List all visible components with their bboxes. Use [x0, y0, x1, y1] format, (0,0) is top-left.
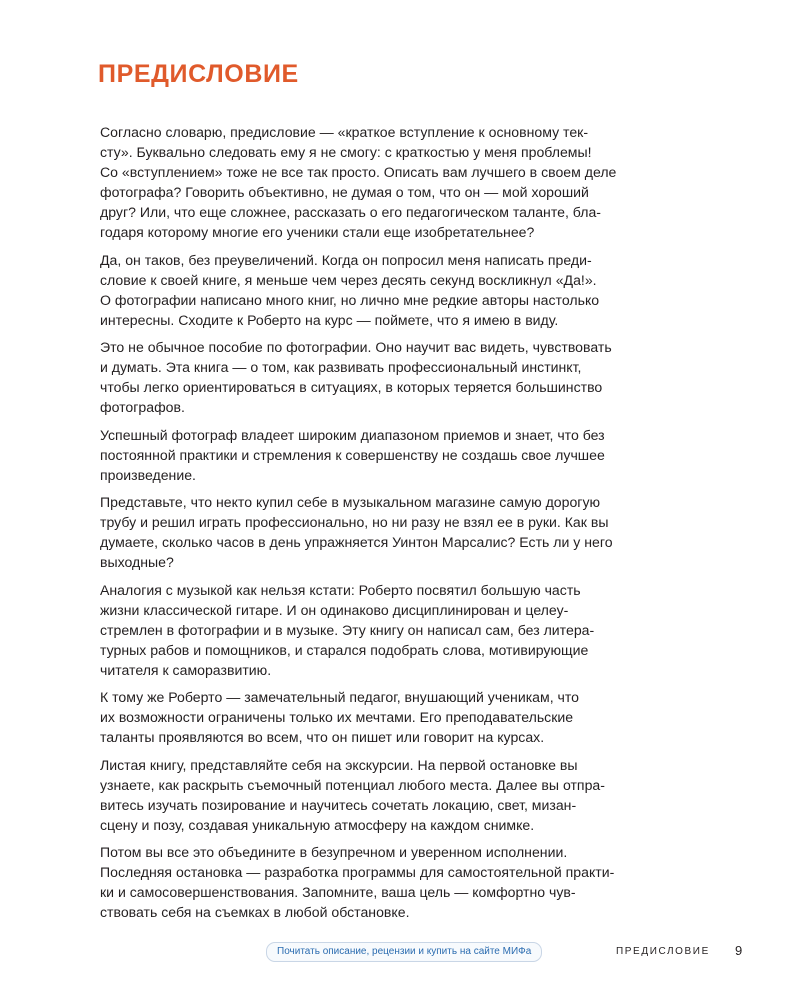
- text-line: турных рабов и помощников, и старался подобрать слова, мотивирующие: [100, 641, 589, 658]
- text-line: узнаете, как раскрыть съемочный потенциал любого места. Далее вы отпра-: [100, 776, 605, 793]
- text-line: фотографов.: [100, 399, 185, 415]
- paragraph: [100, 842, 615, 922]
- paragraph: [100, 755, 605, 835]
- paragraph: [100, 425, 605, 485]
- text-line: Аналогия с музыкой как нельзя кстати: Роберто посвятил большую часть: [100, 581, 581, 598]
- text-line: ствовать себя на съемках в любой обстановке.: [100, 904, 410, 920]
- page-title: ПРЕДИСЛОВИЕ: [98, 60, 299, 88]
- text-line: К тому же Роберто — замечательный педагог, внушающий ученикам, что: [100, 689, 580, 705]
- text-line: их возможности ограничены только их мечтами. Его преподавательские: [100, 709, 574, 725]
- text-line: чтобы легко ориентироваться в ситуациях, в которых теряется большинство: [100, 379, 603, 395]
- text-line: читателя к саморазвитию.: [100, 661, 272, 678]
- text-line: Успешный фотограф владеет широким диапазоном приемов и знает, что без: [100, 426, 605, 443]
- paragraph: [100, 122, 617, 242]
- text-line: жизни классической гитаре. И он одинаково дисциплинирован и целеу-: [100, 601, 569, 618]
- text-line: словие к своей книге, я меньше чем через десять секунд воскликнул «Да!».: [100, 271, 597, 288]
- text-line: и думать. Эта книга — о том, как развивать профессиональный инстинкт,: [100, 359, 582, 375]
- paragraph: [100, 580, 600, 680]
- body-text: [100, 122, 617, 930]
- text-line: думаете, сколько часов в день упражняется Уинтон Марсалис? Есть ли у него: [100, 534, 613, 550]
- text-line: О фотографии написано много книг, но лично мне редкие авторы настолько: [100, 291, 600, 308]
- text-line: таланты проявляются во всем, что он пишет или говорит на курсах.: [100, 729, 545, 745]
- text-line: сцену и позу, создавая уникальную атмосферу на каждом снимке.: [100, 816, 535, 833]
- paragraph: [100, 337, 612, 417]
- text-line: ки и самосовершенствования. Запомните, ваша цель — комфортно чув-: [100, 884, 576, 900]
- text-line: Последняя остановка — разработка программы для самостоятельной практи-: [100, 864, 615, 880]
- text-line: постоянной практики и стремления к совершенству не создашь свое лучшее: [100, 446, 605, 463]
- text-line: Со «вступлением» тоже не все так просто. Описать вам лучшего в своем деле: [100, 164, 617, 180]
- text-line: Потом вы все это объедините в безупречном и уверенном исполнении.: [100, 844, 568, 860]
- text-line: трубу и решил играть профессионально, но ни разу не взял ее в руки. Как вы: [100, 514, 609, 530]
- paragraph: [100, 492, 613, 572]
- text-line: произведение.: [100, 466, 196, 483]
- running-head: ПРЕДИСЛОВИЕ: [616, 946, 710, 957]
- text-line: сту». Буквально следовать ему я не смогу: с краткостью у меня проблемы!: [100, 144, 592, 160]
- promo-link[interactable]: Почитать описание, рецензии и купить на сайте МИФа: [266, 942, 542, 962]
- paragraph: [100, 250, 600, 330]
- text-line: стремлен в фотографии и в музыке. Эту книгу он написал сам, без литера-: [100, 621, 595, 638]
- text-line: витесь изучать позирование и научитесь сочетать локацию, свет, мизан-: [100, 796, 577, 813]
- page-number: 9: [735, 943, 743, 958]
- text-line: Представьте, что некто купил себе в музыкальном магазине самую дорогую: [100, 494, 601, 510]
- paragraph: [100, 687, 600, 747]
- text-line: годаря которому многие его ученики стали еще изобретательнее?: [100, 224, 535, 240]
- page-footer: [0, 940, 800, 964]
- text-line: фотографа? Говорить объективно, не думая о том, что он — мой хороший: [100, 184, 589, 200]
- text-line: Листая книгу, представляйте себя на экскурсии. На первой остановке вы: [100, 756, 578, 773]
- text-line: выходные?: [100, 554, 174, 570]
- text-line: интересны. Сходите к Роберто на курс — поймете, что я имею в виду.: [100, 311, 559, 328]
- text-line: Да, он таков, без преувеличений. Когда он попросил меня написать преди-: [100, 251, 592, 268]
- text-line: Это не обычное пособие по фотографии. Оно научит вас видеть, чувствовать: [100, 339, 612, 355]
- text-line: друг? Или, что еще сложнее, рассказать о его педагогическом таланте, бла-: [100, 204, 602, 220]
- text-line: Согласно словарю, предисловие — «краткое вступление к основному тек-: [100, 124, 589, 140]
